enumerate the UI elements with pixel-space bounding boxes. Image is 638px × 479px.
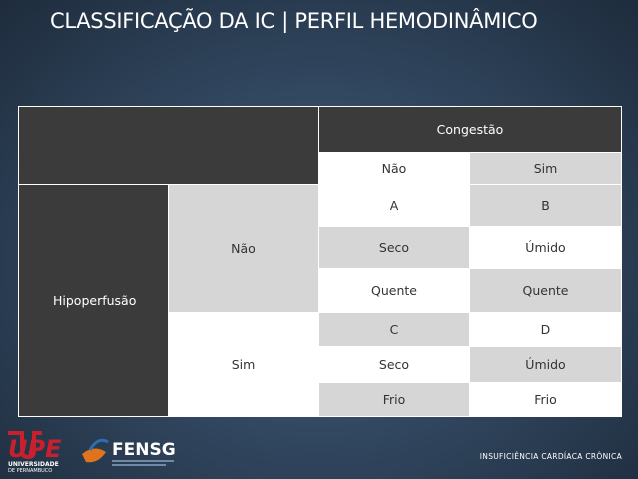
- cell-seco: Seco: [319, 227, 470, 269]
- cell-quente: Quente: [470, 269, 622, 313]
- cell-profile-b: B: [470, 185, 622, 227]
- footer-course-title: INSUFICIÊNCIA CARDÍACA CRÔNICA: [479, 452, 622, 461]
- slide-title: CLASSIFICAÇÃO DA IC | PERFIL HEMODINÂMICO: [50, 9, 538, 33]
- cell-profile-d: D: [470, 313, 622, 347]
- cell-umido: Úmido: [470, 347, 622, 383]
- cell-quente: Quente: [319, 269, 470, 313]
- upe-mark-icon: [8, 433, 62, 463]
- row-header-hipoperfusao: Hipoperfusão: [19, 185, 169, 417]
- upe-logo: [6, 431, 68, 473]
- congestao-header: Congestão: [319, 107, 622, 153]
- classification-table: [18, 106, 622, 417]
- cell-frio: Frio: [470, 383, 622, 417]
- lamp-icon: [82, 440, 108, 462]
- svg-text:UPE: UPE: [8, 435, 62, 463]
- col-header-sim: Sim: [470, 153, 622, 185]
- cell-frio: Frio: [319, 383, 470, 417]
- col-header-nao: Não: [319, 153, 470, 185]
- cell-seco: Seco: [319, 347, 470, 383]
- svg-text:DE PERNAMBUCO: DE PERNAMBUCO: [8, 468, 53, 473]
- svg-text:UNIVERSIDADE: UNIVERSIDADE: [8, 461, 59, 468]
- fensg-logo: [80, 432, 190, 472]
- cell-profile-c: C: [319, 313, 470, 347]
- group-label-nao: Não: [169, 185, 319, 313]
- footer: [0, 424, 638, 479]
- group-label-sim: Sim: [169, 313, 319, 417]
- classification-table-wrapper: [18, 106, 621, 416]
- cell-profile-a: A: [319, 185, 470, 227]
- corner-cell: [19, 107, 319, 185]
- svg-text:FENSG: FENSG: [112, 440, 176, 460]
- cell-umido: Úmido: [470, 227, 622, 269]
